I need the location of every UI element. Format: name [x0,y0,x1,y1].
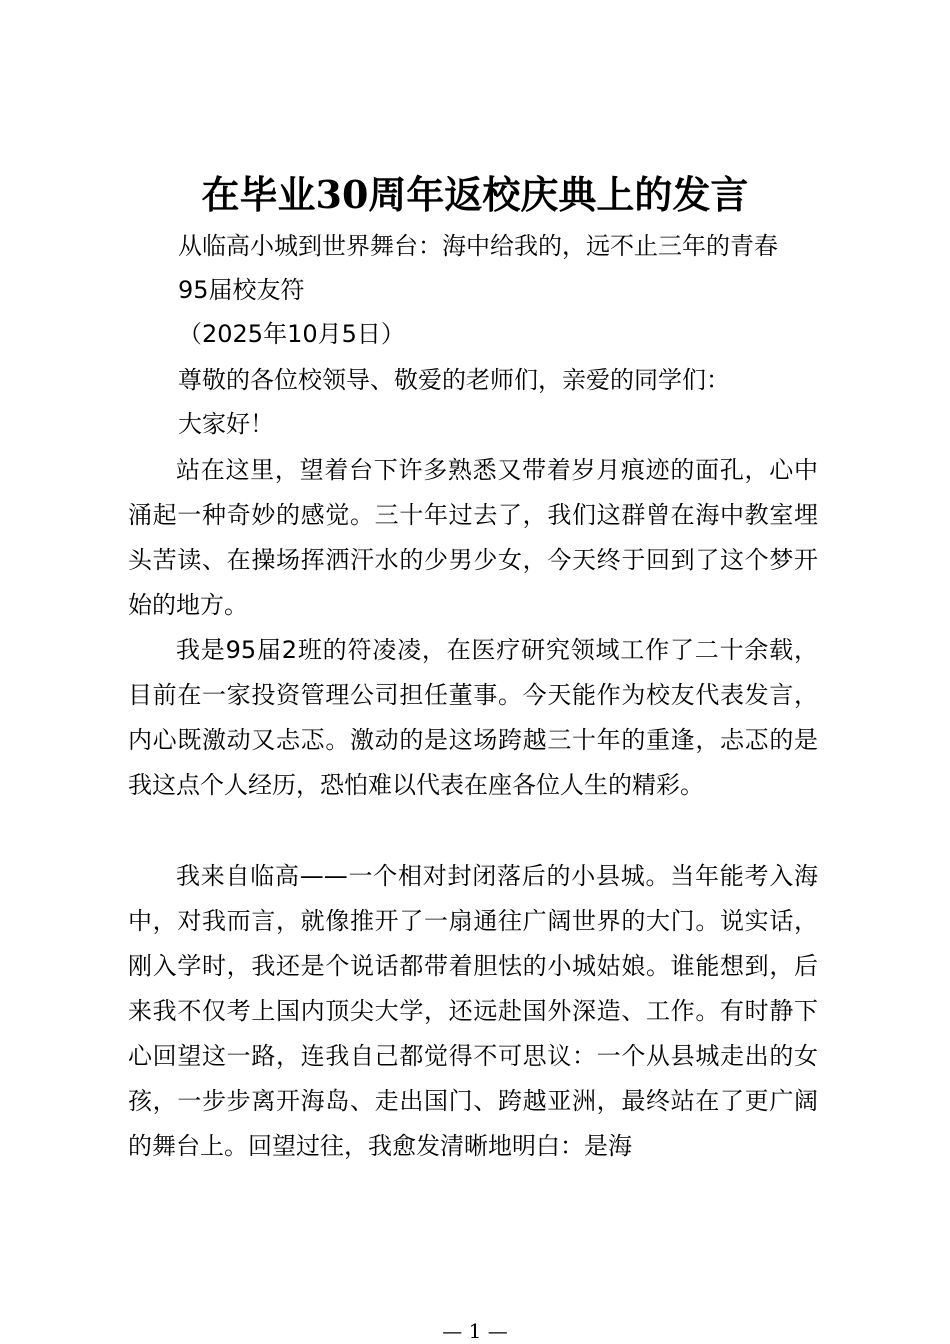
document-title: 在毕业30周年返校庆典上的发言 [201,172,749,217]
page-number: — 1 — [442,1319,508,1343]
paragraph-2: 我是95届2班的符凌凌，在医疗研究领域工作了二十余载，目前在一家投资管理公司担任董事。今天能作为校友代表发言，内心既激动又忐忑。激动的是这场跨越三十年的重逢，忐忑的是我这点个人经历，恐怕难以代表在座各位人生的精彩。 [128,636,818,799]
paragraph-3: 我来自临高——一个相对封闭落后的小县城。当年能考入海中，对我而言，就像推开了一扇通往广阔世界的大门。说实话，刚入学时，我还是个说话都带着胆怯的小城姑娘。谁能想到，后来我不仅考上国内顶尖大学，还远赴国外深造、工作。有时静下心回望这一路，连我自己都觉得不可思议：一个从县城走出的女孩，一步步离开海岛、走出国门、跨越亚洲，最终站在了更广阔的舞台上。回望过往，我愈发清晰地明白：是海 [128,862,818,1160]
salutation: 尊敬的各位校领导、敬爱的老师们，亲爱的同学们： [178,366,730,394]
paragraph-1: 站在这里，望着台下许多熟悉又带着岁月痕迹的面孔，心中涌起一种奇妙的感觉。三十年过去了，我们这群曾在海中教室埋头苦读、在操场挥洒汗水的少男少女，今天终于回到了这个梦开始的地方。 [128,456,818,619]
document-author: 95届校友符 [178,276,305,304]
document-date: （2025年10月5日） [178,320,405,348]
greeting: 大家好！ [178,410,274,438]
document-subtitle: 从临高小城到世界舞台：海中给我的，远不止三年的青春 [178,232,778,260]
